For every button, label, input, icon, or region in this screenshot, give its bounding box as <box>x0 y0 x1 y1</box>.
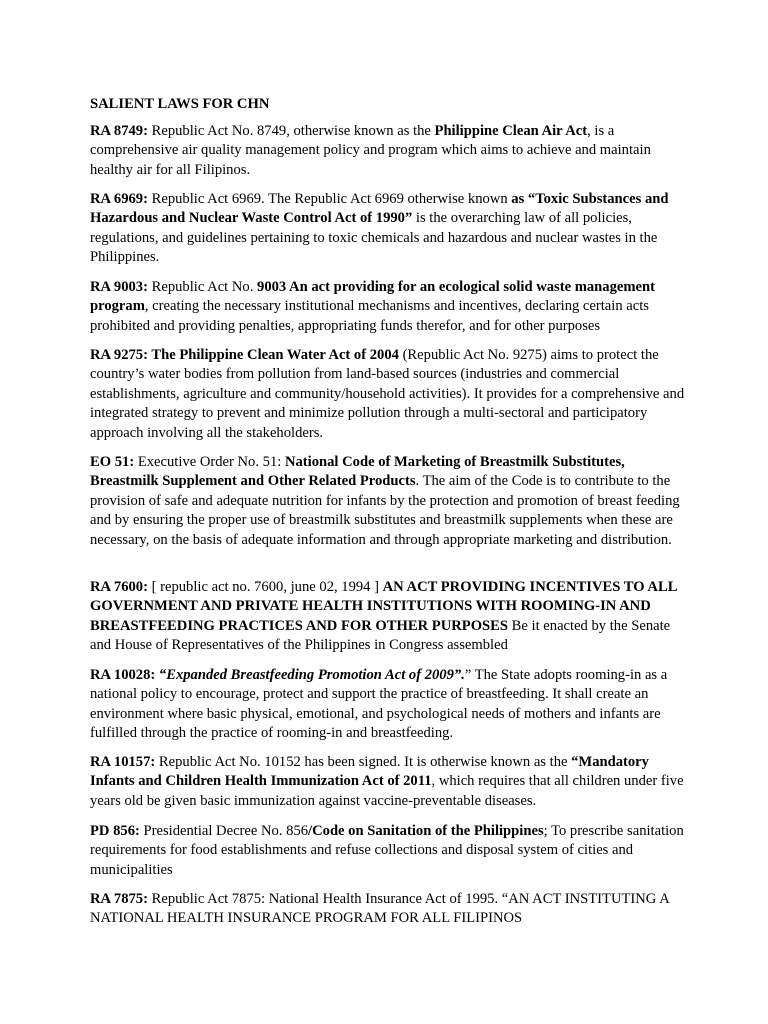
law-text: Republic Act 6969. The Republic Act 6969 otherwise known <box>147 191 512 207</box>
law-emphasis: EO 51: <box>90 454 135 470</box>
page-title: SALIENT LAWS FOR CHN <box>90 96 270 112</box>
law-text: , which requires that all children under five years old be given basic immunization against vaccine-preventable diseases. <box>90 773 684 809</box>
law-entry-ra-9003 <box>90 278 690 336</box>
law-entry-ra-7600 <box>90 578 690 656</box>
law-text: ; To prescribe sanitation requirements for food establishments and refuse collections and disposal system of cities and municipalities <box>90 823 684 878</box>
law-entry-ra-10028 <box>90 666 690 744</box>
law-emphasis: RA 9275: The Philippine Clean Water Act of 2004 <box>90 347 399 363</box>
law-entry-ra-7875 <box>90 890 690 929</box>
law-emphasis: National Code of Marketing of Breastmilk Substitutes, Breastmilk Supplement and Other Related Products <box>90 454 625 490</box>
law-emphasis: RA 6969: <box>90 191 148 207</box>
law-emphasis: RA 10028: <box>90 667 156 683</box>
law-emphasis: as “Toxic Substances and Hazardous and Nuclear Waste Control Act of 1990” <box>90 191 669 227</box>
law-emphasis: “Mandatory Infants and Children Health Immunization Act of 2011 <box>90 754 649 790</box>
law-text: Republic Act 7875: National Health Insurance Act of 1995. “AN ACT INSTITUTING A NATIONAL HEALTH INSURANCE PROGRAM FOR ALL FILIPINOS <box>90 891 669 927</box>
law-emphasis: RA 8749: <box>90 123 148 139</box>
law-emphasis: /Code on Sanitation of the Philippines <box>308 823 544 839</box>
law-text: Presidential Decree No. 856 <box>139 823 309 839</box>
law-text: ” The State adopts rooming-in as a national policy to encourage, protect and support the practice of breastfeeding. It shall create an environment where basic physical, emotional, and psychological needs of mothers and infants are fulfilled through the practice of rooming-in and breastfeeding. <box>90 667 668 742</box>
law-entry-ra-10157 <box>90 753 690 811</box>
law-entry-ra-6969 <box>90 190 690 268</box>
law-text: Executive Order No. 51: <box>134 454 285 470</box>
law-emphasis: PD 856: <box>90 823 140 839</box>
law-emphasis: RA 7875: <box>90 891 148 907</box>
law-emphasis: RA 9003: <box>90 279 148 295</box>
law-text: Republic Act No. <box>147 279 258 295</box>
law-entry-ra-8749 <box>90 122 690 180</box>
law-text: (Republic Act No. 9275) aims to protect the country’s water bodies from pollution from land-based sources (industries and commercial establishments, agriculture and community/household activities). It provides for a comprehensive and integrated strategy to prevent and minimize pollution through a multi-sectoral and participatory approach involving all the stakeholders. <box>90 347 685 441</box>
law-emphasis: “Expanded Breastfeeding Promotion Act of 2009”. <box>158 667 465 683</box>
law-entry-eo-51 <box>90 453 690 550</box>
law-text: , creating the necessary institutional mechanisms and incentives, declaring certain acts prohibited and providing penalties, appropriating funds therefor, and for other purposes <box>90 298 649 334</box>
law-text: [ republic act no. 7600, june 02, 1994 ] <box>147 579 383 595</box>
law-text: Republic Act No. 10152 has been signed. It is otherwise known as the <box>155 754 572 770</box>
law-emphasis: 9003 An act providing for an ecological solid waste management program <box>90 279 655 315</box>
law-emphasis: RA 7600: <box>90 579 148 595</box>
law-emphasis: RA 10157: <box>90 754 156 770</box>
law-entry-pd-856 <box>90 822 690 880</box>
law-text: is the overarching law of all policies, regulations, and guidelines pertaining to toxic chemicals and hazardous and nuclear wastes in the Philippines. <box>90 210 658 266</box>
law-text: , is a comprehensive air quality management policy and program which aims to achieve and maintain healthy air for all Filipinos. <box>90 123 651 178</box>
law-text: . The aim of the Code is to contribute to the provision of safe and adequate nutrition for infants by the protection and promotion of breast feeding and by ensuring the proper use of breastmilk substitutes and breastmilk supplements when these are necessary, on the basis of adequate information and through appropriate marketing and distribution. <box>90 473 680 548</box>
law-emphasis: Philippine Clean Air Act <box>434 123 588 139</box>
law-entry-ra-9275 <box>90 346 690 443</box>
law-text: Republic Act No. 8749, otherwise known as the <box>147 123 435 139</box>
law-text: Be it enacted by the Senate and House of Representatives of the Philippines in Congress assembled <box>90 617 671 654</box>
law-emphasis: AN ACT PROVIDING INCENTIVES TO ALL GOVERNMENT AND PRIVATE HEALTH INSTITUTIONS WITH ROOMING-IN AND BREASTFEEDING PRACTICES AND FOR OTHER PURPOSES <box>90 579 677 634</box>
